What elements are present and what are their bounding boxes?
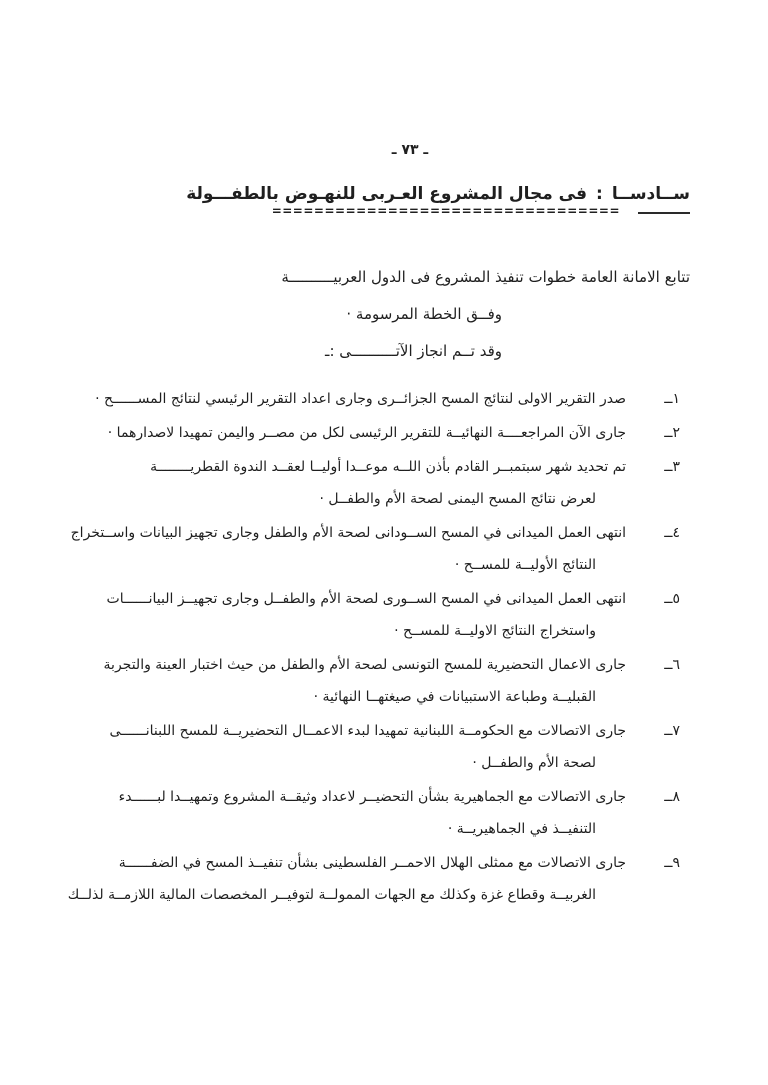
- item-number: ٧ــ: [664, 723, 680, 739]
- item-text: [60, 847, 626, 911]
- list-item: [60, 715, 690, 779]
- text-line: لصحة الأم والطفــل ·: [472, 755, 596, 771]
- item-text: [60, 451, 626, 515]
- text-line: التنفيــذ في الجماهيريــة ·: [447, 821, 596, 837]
- intro-paragraph: [60, 259, 690, 370]
- item-number: ٢ــ: [664, 425, 680, 441]
- text-line: جارى الاعمال التحضيرية للمسح التونسى لصحة الأم والطفل من حيث اختبار العينة والتجربة: [103, 657, 626, 673]
- list-item: [60, 583, 690, 647]
- text-line: لعرض نتائج المسح اليمنى لصحة الأم والطفــل ·: [319, 491, 596, 507]
- list-item: [60, 649, 690, 713]
- text-line: جارى الاتصالات مع الجماهيرية بشأن التحضيــر لاعداد وثيقــة المشروع وتمهيــدا لبــــــدء: [118, 789, 626, 805]
- intro-line: وقد تــم انجاز الآتــــــــــى :ـ: [325, 342, 502, 360]
- list-item: [60, 847, 690, 911]
- section-heading: [60, 184, 690, 204]
- item-number: ٩ــ: [664, 855, 680, 871]
- text-line: صدر التقرير الاولى لنتائج المسح الجزائــرى وجارى اعداد التقرير الرئيسي لنتائج المســــــح ·: [95, 391, 626, 407]
- text-line: جارى الآن المراجعــــة النهائيــة للتقرير الرئيسى لكل من مصــر واليمن تمهيدا لاصدارهما ·: [107, 425, 626, 441]
- item-number: ٨ــ: [664, 789, 680, 805]
- item-text: [60, 583, 626, 647]
- text-line: جارى الاتصالات مع الحكومــة اللبنانية تمهيدا لبدء الاعمــال التحضيريــة للمسح اللبنانــــــى: [109, 723, 626, 739]
- list-item: [60, 451, 690, 515]
- heading-lead-underline: [638, 205, 690, 214]
- text-line: انتهى العمل الميدانى في المسح الســورى لصحة الأم والطفــل وجارى تجهيــز البيانــــــات: [106, 591, 626, 607]
- heading-separator: :: [596, 184, 603, 204]
- heading-lead: ســادســا: [611, 184, 690, 204]
- item-number: ٥ــ: [664, 591, 680, 607]
- item-text: [60, 781, 626, 845]
- numbered-list: [60, 383, 690, 911]
- list-item: [60, 383, 690, 415]
- item-text: [60, 417, 626, 449]
- item-text: [60, 715, 626, 779]
- text-line: القبليــة وطباعة الاستبيانات في صيغتهــا النهائية ·: [313, 689, 596, 705]
- text-line: جارى الاتصالات مع ممثلى الهلال الاحمــر الفلسطينى بشأن تنفيــذ المسح في الضفــــــة: [118, 855, 626, 871]
- item-number: ٣ــ: [664, 459, 680, 475]
- text-line: تم تحديد شهر سبتمبــر القادم بأذن اللــه موعــدا أوليــا لعقــد الندوة القطريــــــــة: [150, 459, 626, 475]
- item-text: [60, 383, 626, 415]
- text-line: انتهى العمل الميدانى في المسح الســودانى لصحة الأم والطفل وجارى تجهيز البيانات واســتخراج: [70, 525, 626, 541]
- intro-line: وفــق الخطة المرسومة ·: [346, 305, 502, 323]
- heading-equals-underline: =================================: [271, 204, 620, 218]
- item-number: ٦ــ: [664, 657, 680, 673]
- text-line: واستخراج النتائج الاوليــة للمســح ·: [394, 623, 596, 639]
- list-item: [60, 781, 690, 845]
- heading-underline: [60, 205, 690, 219]
- list-item: [60, 417, 690, 449]
- item-number: ١ــ: [664, 391, 680, 407]
- item-text: [60, 517, 626, 581]
- text-line: النتائج الأوليــة للمســح ·: [454, 557, 596, 573]
- intro-line: تتابع الامانة العامة خطوات تنفيذ المشروع فى الدول العربيــــــــــة: [281, 268, 690, 286]
- item-number: ٤ــ: [664, 525, 680, 541]
- text-line: الغربيــة وقطاع غزة وكذلك مع الجهات الممولــة لتوفيــر المخصصات المالية اللازمــة لذلــك: [67, 887, 596, 903]
- page-number: ـ ٧٣ ـ: [391, 142, 429, 158]
- heading-text: فى مجال المشروع العـربى للنهـوض بالطفـــولة: [186, 184, 588, 204]
- list-item: [60, 517, 690, 581]
- item-text: [60, 649, 626, 713]
